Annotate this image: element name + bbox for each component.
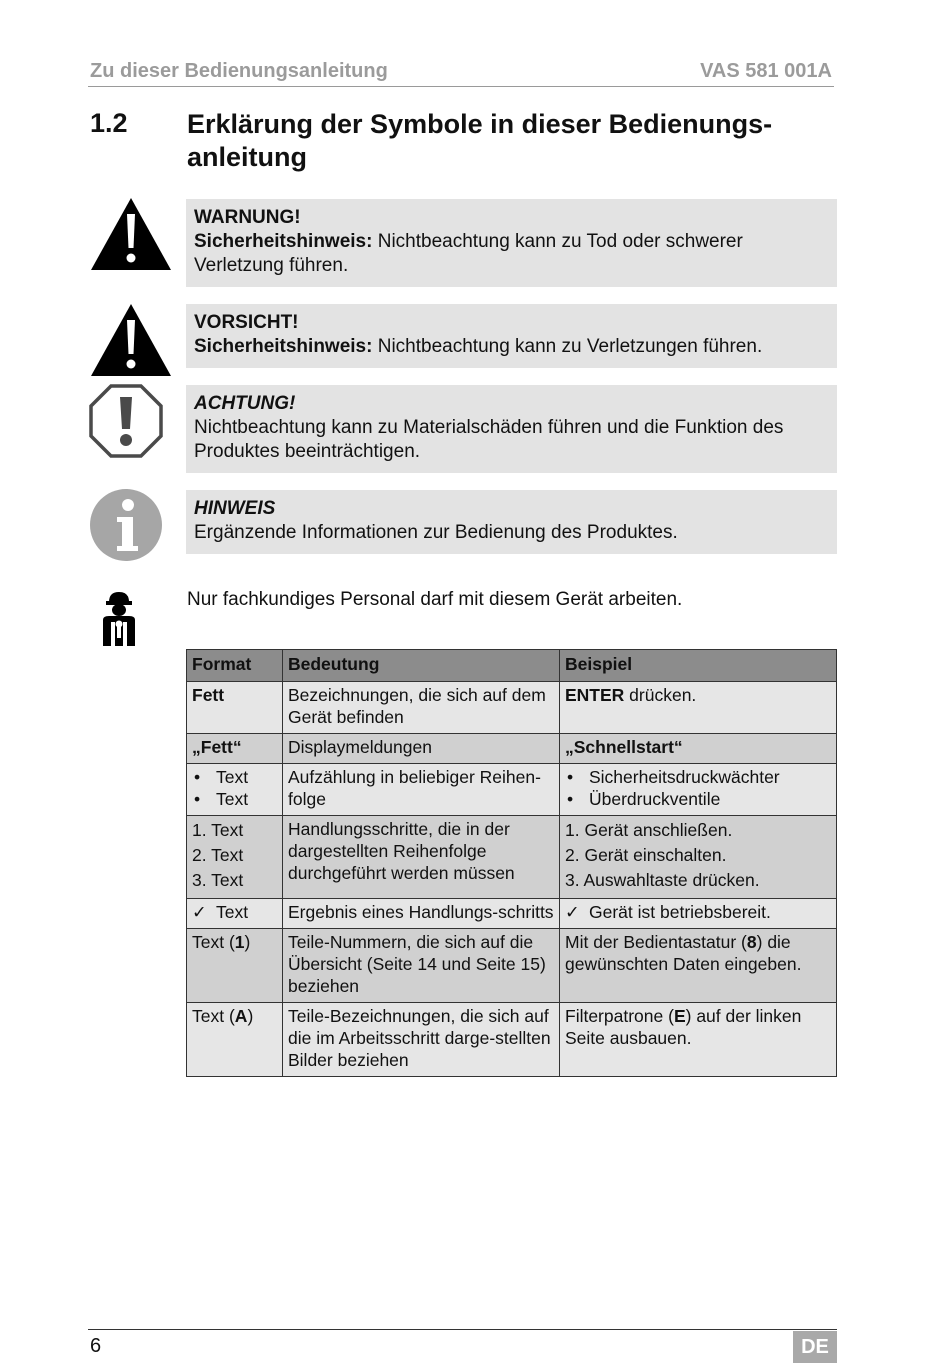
technician-icon — [97, 590, 141, 648]
attention-notice — [186, 385, 837, 473]
note-notice — [186, 490, 837, 554]
page-header — [88, 58, 834, 87]
list-item: 1. Text — [192, 820, 244, 840]
notice-label: Sicherheitshinweis: — [194, 336, 373, 357]
meaning-cell: Ergebnis eines Handlungs-schritts — [283, 899, 560, 929]
example-cell — [560, 682, 837, 734]
meaning-cell: Teile-Bezeichnungen, die sich auf die im Arbeitsschritt darge-stellten Bilder beziehen — [283, 1003, 560, 1077]
column-header: Bedeutung — [283, 650, 560, 682]
list-item: 1. Gerät anschließen. — [565, 820, 733, 840]
checkmark-icon — [565, 902, 589, 922]
table-header-row — [187, 650, 837, 682]
section-title: Erklärung der Symbole in dieser Bedienungs-anleitung — [187, 109, 773, 172]
format-bold: 1 — [234, 932, 245, 952]
example-cell: „Schnellstart“ — [560, 734, 837, 764]
notice-title: HINWEIS — [194, 498, 276, 519]
notice-text: Nichtbeachtung kann zu Tod oder schwerer Verletzung führen. — [194, 231, 743, 276]
example-text: ) auf der linken Seite ausbauen. — [565, 1006, 802, 1048]
format-text: Text ( — [192, 932, 235, 952]
format-cell — [187, 899, 283, 929]
example-cell — [560, 764, 837, 816]
warning-notice — [186, 199, 837, 287]
format-table — [186, 649, 837, 1077]
list-item: 2. Text — [192, 845, 244, 865]
example-text: ) die gewünschten Daten eingeben. — [565, 932, 802, 974]
format-bold: A — [234, 1006, 248, 1026]
format-cell — [187, 816, 283, 899]
meaning-cell: Handlungsschritte, die in der dargestellten Reihenfolge durchgeführt werden müssen — [283, 816, 560, 899]
warning-triangle-icon — [89, 196, 173, 272]
notice-label: Sicherheitshinweis: — [194, 231, 373, 252]
example-text: Filterpatrone ( — [565, 1006, 674, 1026]
info-circle-icon — [89, 488, 163, 562]
column-header: Format — [187, 650, 283, 682]
attention-octagon-icon — [89, 384, 163, 458]
example-cell — [560, 899, 837, 929]
notice-title: VORSICHT! — [194, 312, 299, 333]
example-text: drücken. — [624, 685, 697, 705]
table-row — [187, 682, 837, 734]
format-text: Text ( — [192, 1006, 235, 1026]
notice-title: WARNUNG! — [194, 207, 301, 228]
example-cell — [560, 816, 837, 899]
example-bold: E — [673, 1006, 686, 1026]
list-item: • Sicherheitsdruckwächter — [565, 766, 831, 788]
table-row — [187, 1003, 837, 1077]
document-code: VAS 581 001A — [700, 60, 832, 82]
example-text: Gerät ist betriebsbereit. — [589, 902, 771, 922]
meaning-cell: Aufzählung in beliebiger Reihen-folge — [283, 764, 560, 816]
example-text: Mit der Bedientastatur ( — [565, 932, 747, 952]
list-item: 3. Auswahltaste drücken. — [565, 870, 760, 890]
format-text: ) — [244, 932, 251, 952]
format-cell: „Fett“ — [187, 734, 283, 764]
meaning-cell: Bezeichnungen, die sich auf dem Gerät befinden — [283, 682, 560, 734]
list-item: • Text — [192, 788, 277, 810]
caution-notice — [186, 304, 837, 368]
table-row — [187, 929, 837, 1003]
notice-text: Ergänzende Informationen zur Bedienung des Produktes. — [194, 522, 678, 543]
table-row — [187, 816, 837, 899]
caution-triangle-icon — [89, 302, 173, 378]
meaning-cell: Displaymeldungen — [283, 734, 560, 764]
list-item: 3. Text — [192, 870, 244, 890]
chapter-title: Zu dieser Bedienungsanleitung — [90, 60, 388, 82]
example-cell — [560, 929, 837, 1003]
personnel-note: Nur fachkundiges Personal darf mit diesem Gerät arbeiten. — [187, 589, 683, 610]
example-bold: ENTER — [565, 685, 625, 705]
footer-divider — [88, 1329, 837, 1330]
checkmark-icon — [192, 902, 216, 922]
format-text: ) — [247, 1006, 254, 1026]
language-badge: DE — [793, 1331, 837, 1363]
example-cell — [560, 1003, 837, 1077]
format-text: Text — [216, 902, 249, 922]
list-item: • Text — [192, 766, 277, 788]
table-row — [187, 734, 837, 764]
example-bold: 8 — [746, 932, 757, 952]
format-cell: Fett — [187, 682, 283, 734]
meaning-cell: Teile-Nummern, die sich auf die Übersicht (Seite 14 und Seite 15) beziehen — [283, 929, 560, 1003]
notice-title: ACHTUNG! — [194, 393, 296, 414]
notice-text: Nichtbeachtung kann zu Verletzungen führen. — [372, 336, 763, 357]
format-cell — [187, 764, 283, 816]
table-row — [187, 764, 837, 816]
format-cell — [187, 929, 283, 1003]
column-header: Beispiel — [560, 650, 837, 682]
list-item: 2. Gerät einschalten. — [565, 845, 727, 865]
list-item: • Überdruckventile — [565, 788, 831, 810]
notice-text: Nichtbeachtung kann zu Materialschäden führen und die Funktion des Produktes beeinträchtigen. — [194, 417, 784, 462]
section-number: 1.2 — [90, 108, 128, 138]
page-number: 6 — [90, 1335, 102, 1357]
format-cell — [187, 1003, 283, 1077]
table-row — [187, 899, 837, 929]
